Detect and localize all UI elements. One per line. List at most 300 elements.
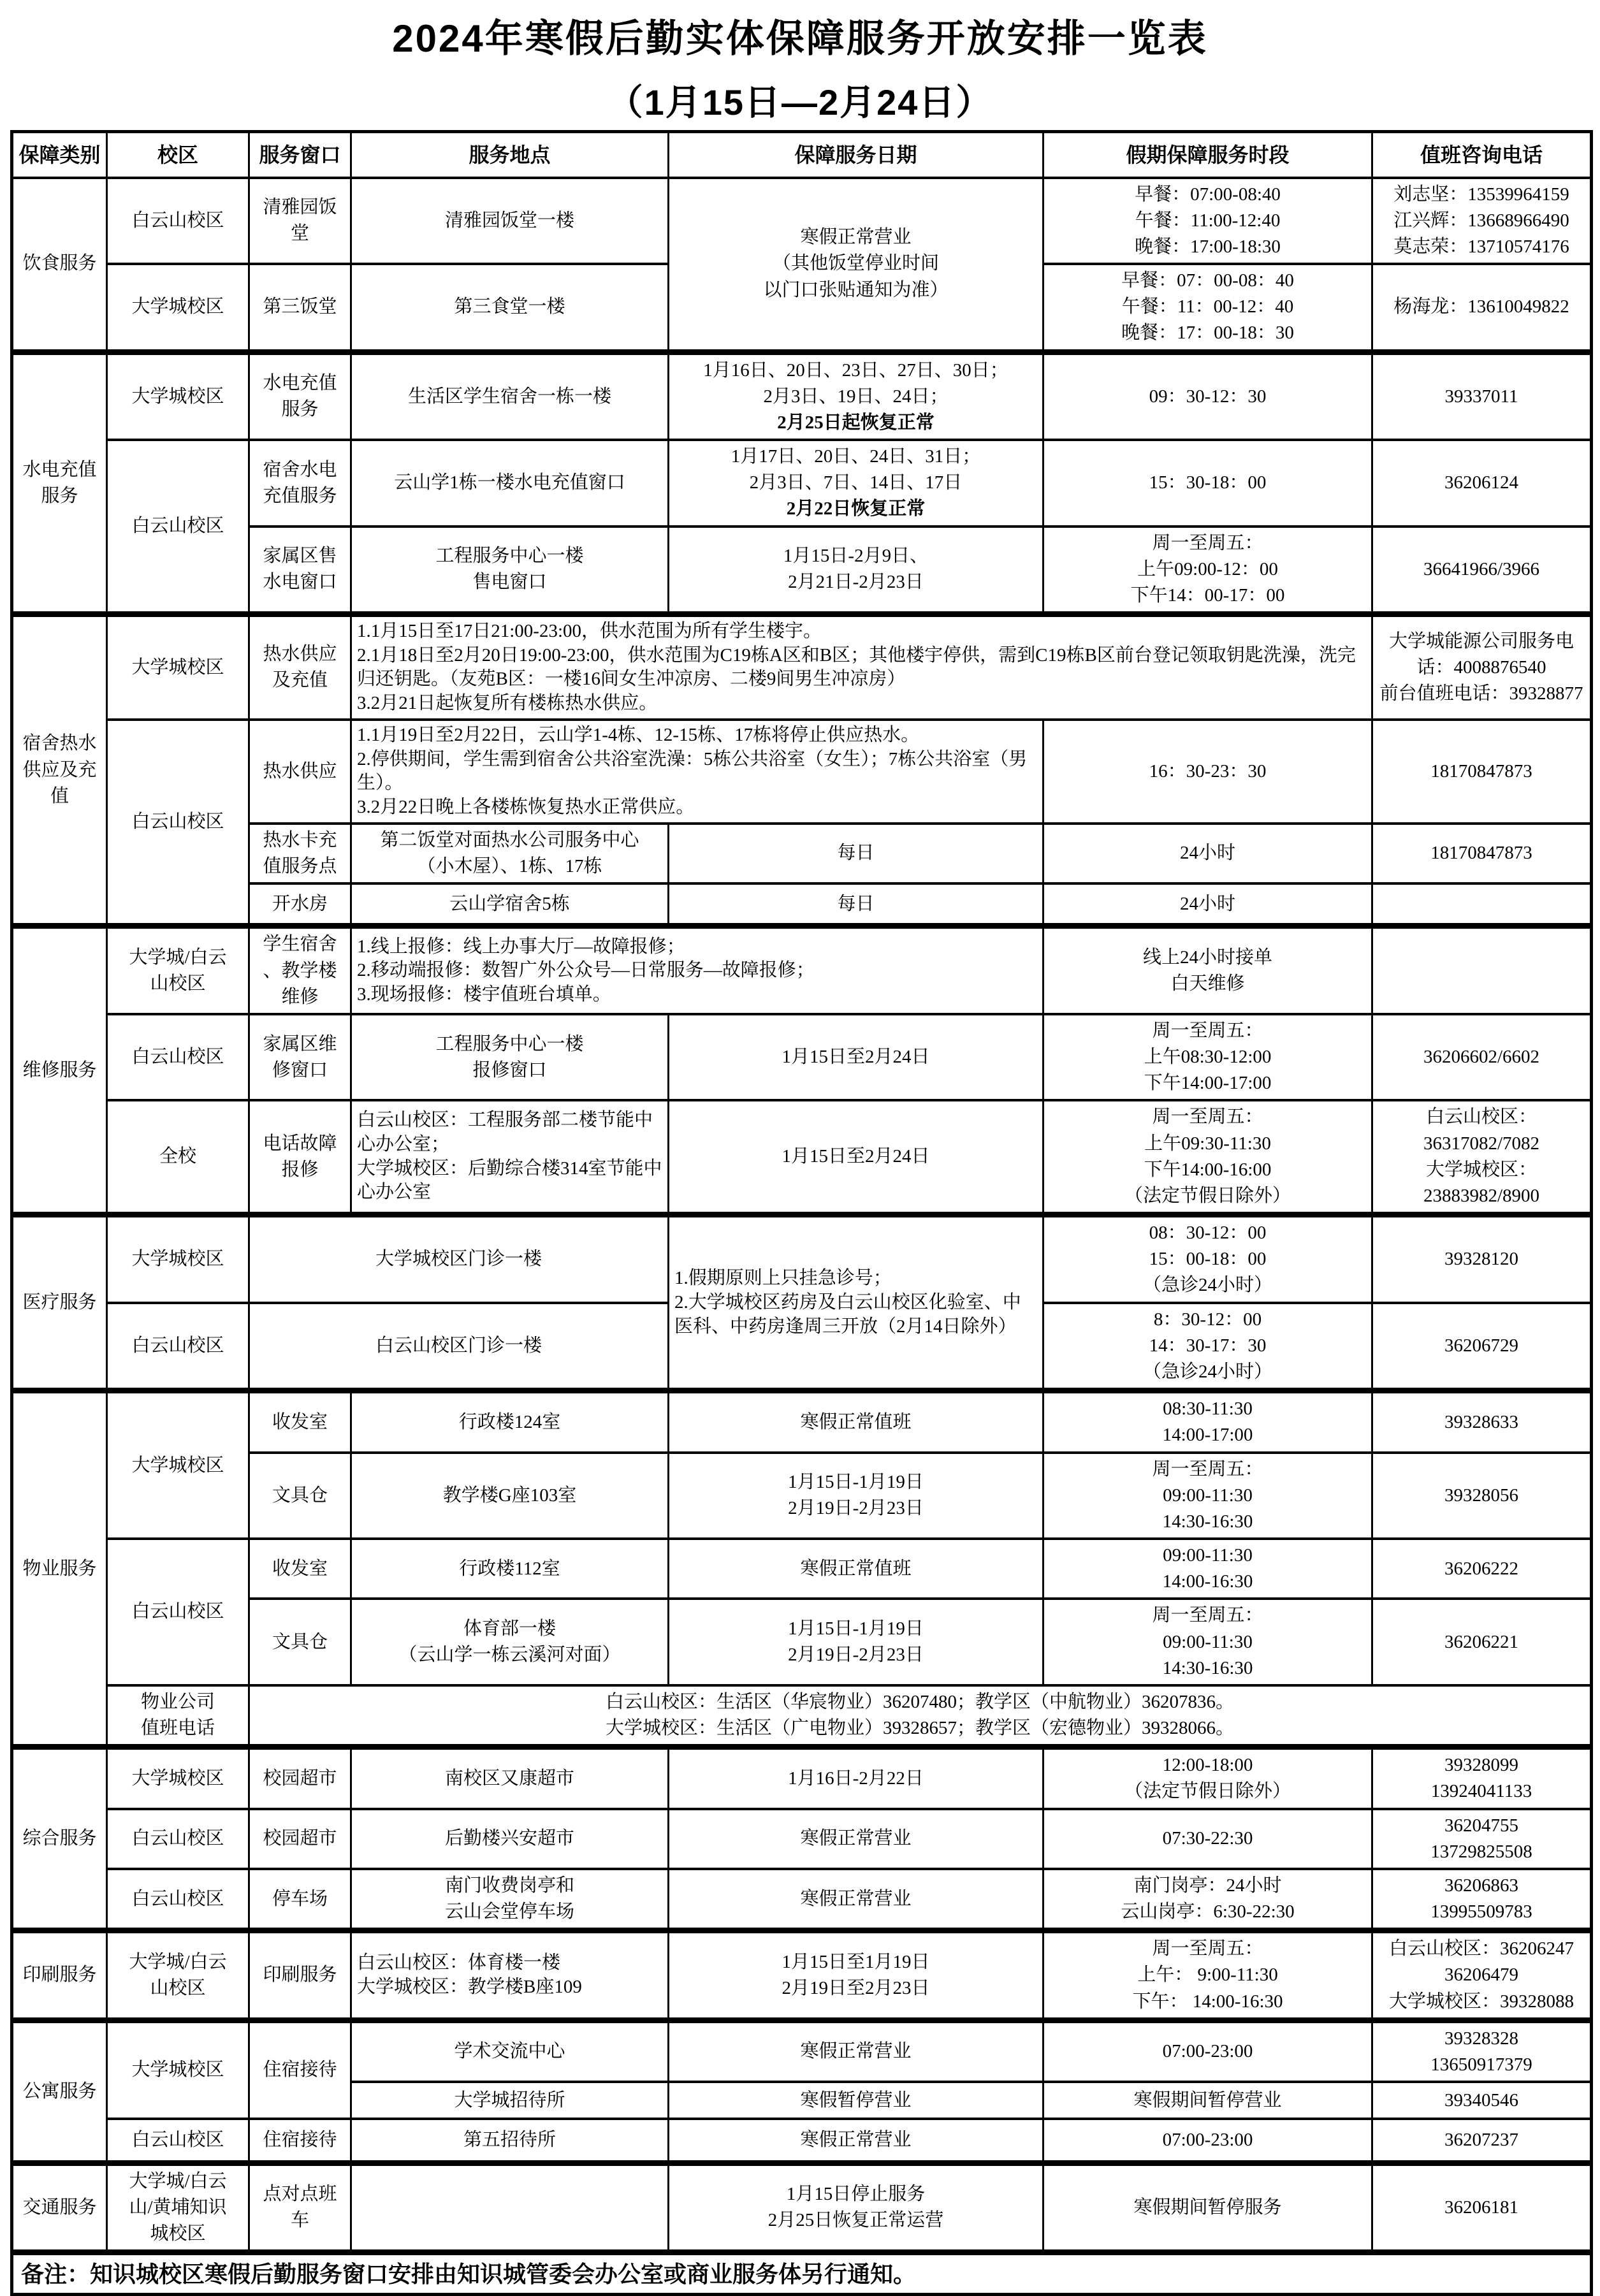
- cell-text: 前台值班电话：39328877: [1379, 683, 1583, 704]
- column-header: [1044, 132, 1372, 178]
- cell-text: 第二饭堂对面热水公司服务中心: [380, 829, 639, 850]
- cell-text: 饮食服务: [22, 253, 97, 274]
- cell-text: 早餐：07：00-08：40: [1121, 270, 1294, 291]
- cell-text: 07:00-23:00: [1162, 2129, 1253, 2150]
- cell-text: 1月17日、20日、24日、31日；: [731, 446, 981, 467]
- table-cell: [669, 1453, 1044, 1539]
- table-cell: [351, 614, 1372, 720]
- cell-text: 1.线上报修：线上办事大厅—故障报修；: [357, 936, 685, 957]
- cell-text: 文具仓: [272, 1631, 328, 1652]
- column-header-text: 保障服务日期: [794, 143, 917, 166]
- cell-text: 07:00-23:00: [1162, 2041, 1253, 2062]
- cell-text: 1月15日至1月19日: [782, 1951, 930, 1972]
- column-header: [1372, 132, 1592, 178]
- note-cell: [12, 2253, 1592, 2295]
- table-cell: [1372, 178, 1592, 265]
- cell-text: 白云山校区门诊一楼: [375, 1335, 542, 1356]
- cell-text: 工程服务中心一楼: [435, 546, 584, 567]
- title-block: [10, 4, 1590, 130]
- cell-text: 南门收费岗亭和: [444, 1875, 574, 1896]
- table-cell: [107, 1014, 249, 1101]
- cell-text: 寒假期间暂停营业: [1133, 2089, 1282, 2111]
- cell-text: 家属区维: [263, 1033, 337, 1054]
- cell-text: 1月15日-2月9日、: [783, 546, 929, 567]
- cell-text: 寒假正常值班: [800, 1558, 912, 1579]
- table-cell: [249, 1100, 351, 1214]
- cell-text: 寒假正常营业: [800, 227, 912, 248]
- cell-text: 山校区: [150, 973, 206, 994]
- cell-text: 16：30-23：30: [1149, 760, 1267, 781]
- cell-text: 13650917379: [1430, 2054, 1532, 2075]
- cell-text: 1月15日-1月19日: [788, 1618, 924, 1639]
- cell-text: 生活区学生宿舍一栋一楼: [407, 386, 611, 407]
- table-cell: [249, 926, 351, 1014]
- cell-text: 下午14:00-17:00: [1144, 1073, 1272, 1094]
- table-cell: [249, 1391, 351, 1453]
- cell-text: 15：30-18：00: [1149, 472, 1267, 493]
- table-cell: [351, 824, 669, 883]
- table-cell: [1044, 720, 1372, 824]
- column-header-text: 服务地点: [469, 143, 551, 166]
- cell-text: 36207237: [1444, 2129, 1518, 2150]
- cell-text: 寒假正常营业: [800, 2041, 912, 2062]
- cell-text: 白云山校区: [131, 1888, 224, 1909]
- cell-text: 值: [50, 785, 69, 806]
- cell-text: 12:00-18:00: [1162, 1755, 1253, 1776]
- cell-text: 第三饭堂: [263, 296, 337, 317]
- table-cell: [669, 1014, 1044, 1101]
- cell-text: 修窗口: [272, 1059, 328, 1080]
- cell-text: 大学城校区: [131, 296, 224, 317]
- table-body: [12, 178, 1592, 2295]
- page-subtitle: （1月15日—2月24日）: [607, 82, 993, 122]
- table-row: [12, 1931, 1592, 2021]
- cell-text: 大学城校区: [131, 1768, 224, 1789]
- table-cell: [12, 352, 107, 614]
- table-cell: [107, 1100, 249, 1214]
- cell-text: 值服务点: [263, 855, 337, 876]
- cell-text: （急诊24小时）: [1142, 1362, 1272, 1382]
- table-cell: [1044, 926, 1372, 1014]
- cell-text: 寒假正常值班: [800, 1411, 912, 1432]
- cell-text: 36641966/3966: [1423, 558, 1540, 579]
- cell-text: （法定节假日除外）: [1124, 1185, 1291, 1206]
- table-cell: [249, 1453, 351, 1539]
- cell-text: 水电充值: [263, 373, 337, 394]
- table-cell: [1372, 1539, 1592, 1599]
- cell-text: 大学城校区: [131, 1249, 224, 1270]
- cell-text: 24小时: [1179, 893, 1235, 914]
- table-cell: [1044, 1303, 1372, 1391]
- cell-text: （法定节假日除外）: [1124, 1781, 1291, 1802]
- table-cell: [107, 614, 249, 720]
- cell-text: 售电窗口: [472, 572, 547, 593]
- table-cell: [107, 1303, 249, 1391]
- cell-text: 寒假正常营业: [800, 2129, 912, 2150]
- table-cell: [669, 440, 1044, 527]
- table-cell: [351, 883, 669, 926]
- cell-text: 行政楼124室: [458, 1411, 561, 1432]
- cell-text: 城校区: [150, 2223, 206, 2244]
- table-row: [12, 2119, 1592, 2163]
- cell-text: 大学城/白云: [129, 1951, 227, 1972]
- cell-text: 收发室: [272, 1558, 328, 1579]
- table-row: [12, 2253, 1592, 2295]
- cell-text: 39328056: [1444, 1485, 1518, 1506]
- cell-text: 周一至周五：: [1152, 1020, 1263, 1041]
- cell-text: 医疗服务: [22, 1292, 97, 1313]
- table-row: [12, 1539, 1592, 1599]
- table-cell: [12, 1747, 107, 1931]
- table-cell: [249, 824, 351, 883]
- cell-text: 白云山校区：36206247: [1388, 1938, 1574, 1959]
- cell-text: 14:30-16:30: [1162, 1657, 1253, 1678]
- table-cell: [107, 1685, 249, 1747]
- table-row: [12, 1100, 1592, 1214]
- cell-text: 以门口张贴通知为准）: [763, 279, 949, 300]
- cell-text: 后勤楼兴安超市: [444, 1828, 574, 1849]
- cell-text: 周一至周五：: [1152, 1938, 1263, 1959]
- cell-text: 白云山校区：生活区（华宸物业）36207480；教学区（中航物业）36207836。: [605, 1691, 1234, 1712]
- cell-text: 每日: [837, 843, 875, 864]
- cell-text: 维修: [281, 986, 319, 1007]
- cell-text: 白云山校区: [131, 210, 224, 231]
- table-cell: [12, 926, 107, 1215]
- table-cell: [1044, 352, 1372, 440]
- column-header: [351, 132, 669, 178]
- table-cell: [669, 2082, 1044, 2119]
- table-row: [12, 883, 1592, 926]
- table-cell: [1044, 2119, 1372, 2163]
- cell-text: 热水供应: [263, 760, 337, 781]
- table-row: [12, 926, 1592, 1014]
- cell-text: 大学城校区：教学楼B座109: [357, 1977, 582, 1998]
- cell-text: 水电充值: [22, 459, 97, 480]
- cell-text: 1月15日至2月24日: [782, 1047, 930, 1068]
- column-header-text: 服务时段: [1207, 143, 1290, 166]
- table-cell: [1044, 440, 1372, 527]
- table-cell: [107, 926, 249, 1014]
- table-cell: [12, 1931, 107, 2021]
- cell-text: 上午09:00-12：00: [1137, 558, 1278, 579]
- cell-text: 热水卡充: [263, 829, 337, 850]
- table-cell: [249, 1685, 1592, 1747]
- table-cell: [351, 2020, 669, 2082]
- cell-text: 13924041133: [1430, 1781, 1532, 1802]
- cell-text: 江兴辉：13668966490: [1393, 210, 1569, 231]
- column-header: [249, 132, 351, 178]
- table-cell: [249, 2163, 351, 2253]
- table-row: [12, 614, 1592, 720]
- table-cell: [249, 352, 351, 440]
- table-cell: [351, 1391, 669, 1453]
- table-cell: [249, 2020, 351, 2119]
- column-header: [669, 132, 1044, 178]
- cell-text: 08:30-11:30: [1163, 1399, 1253, 1420]
- cell-text: 山/黄埔知识: [129, 2197, 227, 2218]
- cell-text: 2.停供期间，学生需到宿舍公共浴室洗澡：5栋公共浴室（女生）；7栋公共浴室（男生）。: [357, 748, 1028, 794]
- table-cell: [249, 720, 351, 824]
- table-cell: [1044, 2020, 1372, 2082]
- table-cell: [249, 1215, 669, 1303]
- table-cell: [1044, 1014, 1372, 1101]
- cell-text: 14:30-16:30: [1162, 1511, 1253, 1532]
- cell-text: 36206602/6602: [1423, 1047, 1540, 1068]
- cell-text: 清雅园饭堂一楼: [444, 210, 574, 231]
- cell-text: 云山会堂停车场: [444, 1901, 574, 1922]
- cell-text: 36206124: [1444, 472, 1518, 493]
- table-cell: [249, 2119, 351, 2163]
- table-cell: [1044, 2082, 1372, 2119]
- cell-text: 晚餐：17：00-18：30: [1121, 323, 1294, 344]
- cell-text: 白云山校区：工程服务部二楼节能中心办公室；: [357, 1110, 653, 1155]
- cell-text: 大学城校区: [131, 657, 224, 678]
- column-header-text: 服务窗口: [259, 143, 341, 166]
- table-cell: [669, 1599, 1044, 1685]
- cell-text: 大学城校区: [131, 2060, 224, 2081]
- table-cell: [1044, 2163, 1372, 2253]
- cell-text: 校园超市: [263, 1828, 337, 1849]
- table-cell: [669, 352, 1044, 440]
- cell-text: 大学城校区：: [1425, 1159, 1537, 1180]
- table-row: [12, 1453, 1592, 1539]
- table-cell: [249, 1014, 351, 1101]
- table-cell: [351, 178, 669, 265]
- cell-text: 8：30-12：00: [1153, 1309, 1262, 1330]
- cell-text: 周一至周五：: [1152, 1458, 1263, 1479]
- cell-text: 住宿接待: [263, 2129, 337, 2150]
- table-cell: [249, 178, 351, 265]
- cell-text: 1.1月15日至17日21:00-23:00，供水范围为所有学生楼宇。: [357, 621, 822, 642]
- table-cell: [107, 1869, 249, 1931]
- cell-text: 教学楼G座103室: [442, 1485, 577, 1506]
- table-cell: [351, 1539, 669, 1599]
- table-cell: [12, 1215, 107, 1391]
- cell-text: 36206729: [1444, 1335, 1518, 1356]
- cell-text: 寒假正常营业: [800, 1828, 912, 1849]
- cell-text: 值班电话: [140, 1718, 215, 1739]
- cell-text: 校园超市: [263, 1768, 337, 1789]
- cell-text: 2月22日恢复正常: [786, 498, 926, 520]
- table-row: [12, 1391, 1592, 1453]
- table-cell: [351, 1931, 669, 2021]
- table-cell: [1044, 883, 1372, 926]
- cell-text: 39328099: [1444, 1755, 1518, 1776]
- table-cell: [669, 1747, 1044, 1809]
- cell-text: 水电窗口: [263, 572, 337, 593]
- cell-text: 白云山校区: [131, 1047, 224, 1068]
- cell-text: 大学城/白云: [129, 947, 227, 968]
- table-cell: [249, 527, 351, 614]
- table-cell: [351, 1869, 669, 1931]
- table-cell: [351, 440, 669, 527]
- cell-text: 上午： 9:00-11:30: [1137, 1965, 1278, 1986]
- cell-text: 3.2月22日晚上各楼栋恢复热水正常供应。: [357, 796, 695, 817]
- cell-text: （云山学一栋云溪河对面）: [398, 1645, 621, 1666]
- cell-text: 1月16日-2月22日: [788, 1768, 924, 1789]
- table-cell: [107, 1747, 249, 1809]
- table-cell: [1044, 1599, 1372, 1685]
- cell-text: 云山学1栋一楼水电充值窗口: [394, 472, 625, 493]
- cell-text: 36206181: [1444, 2197, 1518, 2218]
- cell-text: 大学城校区: [131, 386, 224, 407]
- cell-text: 车: [290, 2210, 309, 2231]
- table-cell: [669, 1215, 1044, 1391]
- cell-text: 14：30-17：30: [1149, 1335, 1267, 1356]
- table-cell: [12, 2163, 107, 2253]
- cell-text: 服务: [41, 485, 78, 506]
- table-cell: [249, 264, 351, 352]
- cell-text: 清雅园饭: [263, 197, 337, 218]
- cell-text: 备注：知识城校区寒假后勤服务窗口安排由知识城管委会办公室或商业服务体另行通知。: [21, 2261, 917, 2288]
- cell-text: 2.移动端报修：数智广外公众号—日常服务—故障报修；: [357, 960, 815, 981]
- table-cell: [107, 178, 249, 265]
- table-cell: [669, 527, 1044, 614]
- table-cell: [1044, 1391, 1372, 1453]
- cell-text: 综合服务: [22, 1828, 97, 1849]
- table-cell: [1044, 178, 1372, 265]
- table-cell: [12, 1391, 107, 1747]
- cell-text: 供应及充: [22, 759, 97, 780]
- table-row: [12, 824, 1592, 883]
- cell-text: 14:00-17:00: [1162, 1425, 1253, 1446]
- table-cell: [107, 352, 249, 440]
- cell-text: 云山学宿舍5栋: [449, 893, 570, 914]
- cell-text: 07:30-22:30: [1162, 1828, 1253, 1849]
- cell-text: 服务: [281, 399, 319, 420]
- table-cell: [249, 1599, 351, 1685]
- cell-text: （急诊24小时）: [1142, 1275, 1272, 1296]
- cell-text: （其他饭堂停业时间: [772, 253, 939, 274]
- cell-text: 大学城校区: [131, 1455, 224, 1476]
- table-cell: [351, 1599, 669, 1685]
- table-cell: [107, 1539, 249, 1685]
- cell-text: 36206863: [1444, 1875, 1518, 1896]
- table-cell: [351, 926, 1044, 1014]
- cell-text: 39328328: [1444, 2028, 1518, 2049]
- cell-text: 36206221: [1444, 1631, 1518, 1652]
- table-cell: [351, 1453, 669, 1539]
- table-cell: [107, 2020, 249, 2119]
- table-cell: [249, 614, 351, 720]
- cell-text: 热水供应: [263, 644, 337, 665]
- table-cell: [249, 1747, 351, 1809]
- table-row: [12, 1014, 1592, 1101]
- table-cell: [1372, 1747, 1592, 1809]
- table-cell: [1044, 1539, 1372, 1599]
- table-cell: [249, 440, 351, 527]
- cell-text: 2.1月18日至2月20日19:00-23:00，供水范围为C19栋A区和B区；其他楼宇停供，需到C19栋B区前台登记领取钥匙洗澡，洗完归还钥匙。（友苑B区：一楼16间女生冲凉房、二楼9间男生冲凉房）: [357, 644, 1356, 690]
- cell-text: 午餐：11:00-12:40: [1135, 210, 1281, 231]
- cell-text: 每日: [837, 893, 875, 914]
- cell-text: 云山岗亭：6:30-22:30: [1121, 1901, 1295, 1922]
- cell-text: 宿舍热水: [22, 733, 97, 754]
- table-cell: [669, 1100, 1044, 1214]
- table-cell: [249, 883, 351, 926]
- cell-text: 2月21日-2月23日: [788, 572, 924, 593]
- cell-text: 寒假暂停营业: [800, 2089, 912, 2111]
- cell-text: 白云山校区: [131, 811, 224, 832]
- table-cell: [107, 2119, 249, 2163]
- table-cell: [669, 2163, 1044, 2253]
- sheet: [10, 4, 1590, 2296]
- table-cell: [1372, 352, 1592, 440]
- table-cell: [351, 2082, 669, 2119]
- table-cell: [1372, 883, 1592, 926]
- cell-text: 09:00-11:30: [1163, 1545, 1253, 1566]
- cell-text: 第五招待所: [463, 2129, 556, 2150]
- table-cell: [107, 264, 249, 352]
- cell-text: 体育部一楼: [463, 1618, 556, 1639]
- cell-text: 物业公司: [140, 1691, 215, 1712]
- table-cell: [1372, 2119, 1592, 2163]
- cell-text: 1月15日至2月24日: [782, 1146, 930, 1167]
- cell-text: 18170847873: [1430, 843, 1532, 864]
- table-cell: [107, 720, 249, 926]
- cell-text: 1.1月19日至2月22日，云山学1-4栋、12-15栋、17栋将停止供应热水。: [357, 724, 920, 745]
- cell-text: 学术交流中心: [454, 2041, 565, 2062]
- cell-text: 白云山校区: [131, 515, 224, 536]
- column-header: [12, 132, 107, 178]
- cell-text: （小木屋）、1栋、17栋: [417, 855, 602, 876]
- cell-text: 36204755: [1444, 1815, 1518, 1836]
- table-cell: [1372, 1391, 1592, 1453]
- table-cell: [1044, 824, 1372, 883]
- cell-text: 2.大学城校区药房及白云山校区化验室、中医科、中药房逢周三开放（2月14日除外）: [674, 1291, 1021, 1337]
- cell-text: 1月16日、20日、23日、27日、30日；: [703, 360, 1008, 381]
- table-cell: [1372, 1453, 1592, 1539]
- cell-text: 印刷服务: [22, 1965, 97, 1986]
- cell-text: 白云山校区：体育楼一楼: [357, 1952, 561, 1973]
- cell-text: 堂: [290, 223, 309, 244]
- cell-text: 2月25日起恢复正常: [777, 412, 935, 433]
- table-row: [12, 1685, 1592, 1747]
- table-row: [12, 1747, 1592, 1809]
- cell-text: 上午08:30-12:00: [1144, 1047, 1272, 1068]
- cell-text: 白云山校区: [131, 1335, 224, 1356]
- cell-text: 家属区售: [263, 546, 337, 567]
- cell-text: 早餐：07:00-08:40: [1135, 184, 1281, 205]
- cell-text: 莫志荣：13710574176: [1393, 236, 1569, 257]
- table-cell: [351, 1747, 669, 1809]
- table-cell: [1372, 440, 1592, 527]
- cell-text: 39337011: [1444, 386, 1518, 407]
- cell-text: 下午14：00-17：00: [1130, 585, 1285, 606]
- table-cell: [1372, 926, 1592, 1014]
- table-cell: [669, 883, 1044, 926]
- cell-text: 印刷服务: [263, 1965, 337, 1986]
- table-header: [12, 132, 1592, 178]
- cell-text: 大学城校区：39328088: [1388, 1991, 1574, 2012]
- table-cell: [351, 1100, 669, 1214]
- table-cell: [669, 1931, 1044, 2021]
- table-cell: [1372, 1809, 1592, 1869]
- table-cell: [1372, 824, 1592, 883]
- table-cell: [351, 2119, 669, 2163]
- table-cell: [1044, 1809, 1372, 1869]
- cell-text: 收发室: [272, 1411, 328, 1432]
- cell-text: 1月15日-1月19日: [788, 1472, 924, 1493]
- schedule-table: [10, 130, 1593, 2296]
- cell-text: 白云山校区：: [1425, 1107, 1537, 1128]
- cell-text: 南门岗亭：24小时: [1133, 1875, 1282, 1896]
- cell-text: 2月3日、7日、14日、17日: [749, 472, 963, 493]
- table-cell: [1372, 2082, 1592, 2119]
- table-row: [12, 1599, 1592, 1685]
- table-cell: [669, 1869, 1044, 1931]
- table-cell: [1044, 1747, 1372, 1809]
- cell-text: 报修窗口: [472, 1059, 547, 1080]
